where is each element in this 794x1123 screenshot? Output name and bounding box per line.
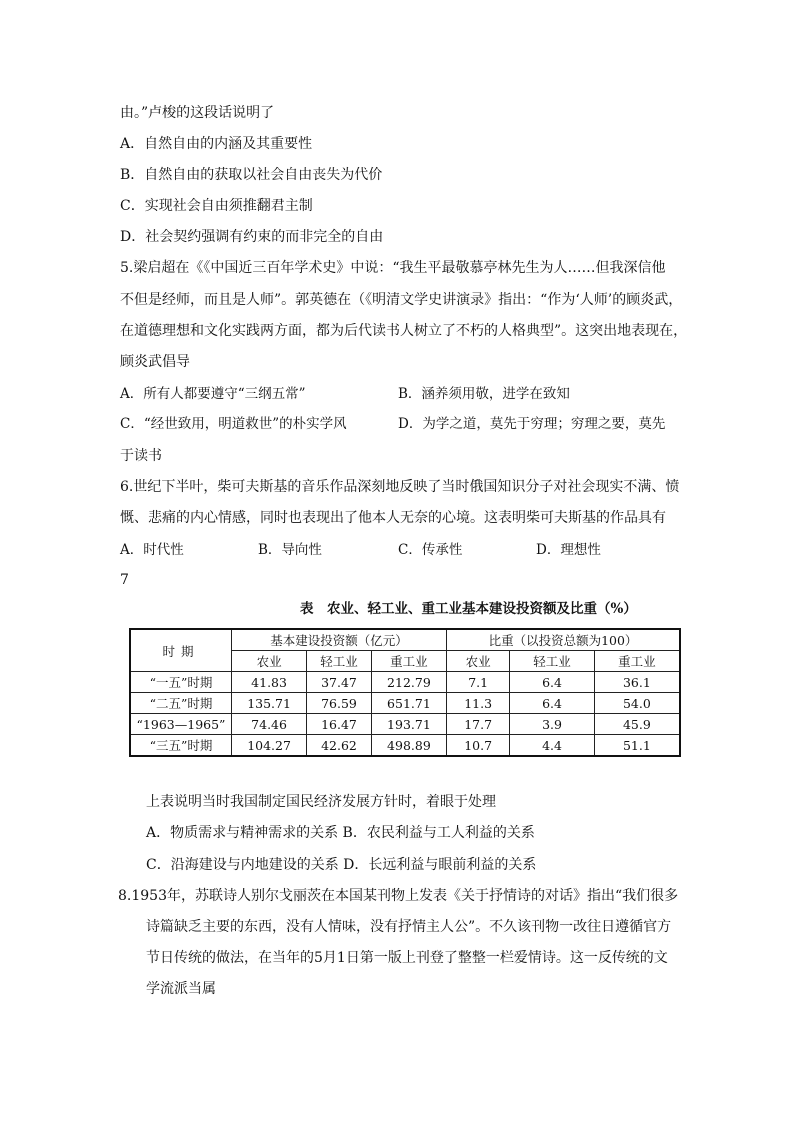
table-row [130, 714, 680, 735]
table-cell: 7.1 [447, 672, 510, 693]
q5-stem-line-3: 在道德理想和文化实践两方面，都为后代读书人树立了不朽的人格典型”。这突出地表现在， [120, 323, 688, 339]
q8-stem-line-2: 诗篇缺乏主要的东西，没有人情味，没有抒情主人公”。不久该刊物一改往日遵循官方 [146, 919, 672, 935]
table-subheader: 重工业 [371, 651, 446, 672]
q8-stem-line-1: 8.1953年，苏联诗人别尔戈丽茨在本国某刊物上发表《关于抒情诗的对话》指出“我们很多 [118, 888, 679, 904]
table-cell: “一五”时期 [130, 672, 232, 693]
q8-stem-line-4: 学流派当属 [146, 981, 216, 997]
table-cell: 45.9 [594, 714, 680, 735]
table-cell: 651.71 [371, 693, 446, 714]
table-cell: 6.4 [510, 672, 595, 693]
table-row [130, 672, 680, 693]
table-subheader: 轻工业 [307, 651, 372, 672]
table-cell: 11.3 [447, 693, 510, 714]
table-subheader: 重工业 [594, 651, 680, 672]
q5-option-d-continuation: 于读书 [120, 448, 162, 464]
table-cell: “三五”时期 [130, 735, 232, 757]
table-cell: 37.47 [307, 672, 372, 693]
table-header-proportion: 比重（以投资总额为100） [447, 629, 680, 651]
q7-options-line-2: C．沿海建设与内地建设的关系 D．长远利益与眼前利益的关系 [146, 857, 537, 873]
q5-stem-line-4: 顾炎武倡导 [120, 354, 190, 370]
q7-number: 7 [120, 572, 129, 588]
table-cell: 76.59 [307, 693, 372, 714]
investment-table [129, 628, 681, 757]
table-row [130, 735, 680, 757]
table-cell: 51.1 [594, 735, 680, 757]
table-cell: 41.83 [232, 672, 307, 693]
table-cell: 10.7 [447, 735, 510, 757]
table-cell: 16.47 [307, 714, 372, 735]
table-cell: 6.4 [510, 693, 595, 714]
table-cell: 3.9 [510, 714, 595, 735]
q4-option-a: A．自然自由的内涵及其重要性 [120, 136, 313, 152]
table-cell: 17.7 [447, 714, 510, 735]
table-cell: 498.89 [371, 735, 446, 757]
table-cell: 54.0 [594, 693, 680, 714]
table-header-period: 时期 [130, 629, 232, 672]
table-cell: “1963—1965” [130, 714, 232, 735]
table-subheader: 轻工业 [510, 651, 595, 672]
q4-stem-end: 由。”卢梭的这段话说明了 [120, 105, 275, 121]
q5-stem-line-2: 不但是经师，而且是人师”。郭英德在（《明清文学史讲演录》指出：“作为‘人师’的顾炎武， [120, 292, 683, 308]
q6-option-c: C．传承性 [398, 542, 463, 558]
table-header-investment: 基本建设投资额（亿元） [232, 629, 447, 651]
table-cell: 135.71 [232, 693, 307, 714]
q5-option-a: A．所有人都要遵守“三纲五常” [120, 386, 306, 402]
q6-option-d: D．理想性 [536, 542, 601, 558]
table-caption: 表 农业、轻工业、重工业基本建设投资额及比重（%） [300, 601, 637, 617]
q8-stem-line-3: 节日传统的做法，在当年的5月1日第一版上刊登了整整一栏爱情诗。这一反传统的文 [146, 950, 668, 966]
q5-option-c: C．“经世致用，明道救世”的朴实学风 [120, 416, 347, 432]
q5-option-b: B．涵养须用敬，进学在致知 [398, 386, 570, 402]
q7-options-line-1: A．物质需求与精神需求的关系 B．农民利益与工人利益的关系 [146, 825, 535, 841]
q5-stem-line-1: 5.梁启超在《《中国近三百年学术史》中说：“我生平最敬慕亭林先生为人……但我深信他 [120, 260, 666, 276]
table-cell: 74.46 [232, 714, 307, 735]
table-cell: “二五”时期 [130, 693, 232, 714]
q4-option-d: D．社会契约强调有约束的而非完全的自由 [120, 229, 384, 245]
q6-stem-line-2: 慨、悲痛的内心情感，同时也表现出了他本人无奈的心境。这表明柴可夫斯基的作品具有 [120, 510, 666, 526]
q7-stem: 上表说明当时我国制定国民经济发展方针时，着眼于处理 [146, 794, 496, 810]
q4-option-c: C．实现社会自由须推翻君主制 [120, 198, 313, 214]
table-subheader: 农业 [447, 651, 510, 672]
table-cell: 36.1 [594, 672, 680, 693]
table-cell: 212.79 [371, 672, 446, 693]
q6-option-b: B．导向性 [258, 542, 322, 558]
q6-stem-line-1: 6.世纪下半叶，柴可夫斯基的音乐作品深刻地反映了当时俄国知识分子对社会现实不满、愤 [120, 479, 680, 495]
table-cell: 42.62 [307, 735, 372, 757]
q6-option-a: A．时代性 [120, 542, 184, 558]
table-cell: 193.71 [371, 714, 446, 735]
table-cell: 4.4 [510, 735, 595, 757]
table-subheader: 农业 [232, 651, 307, 672]
table-cell: 104.27 [232, 735, 307, 757]
q4-option-b: B．自然自由的获取以社会自由丧失为代价 [120, 167, 383, 183]
table-row [130, 693, 680, 714]
q5-option-d: D．为学之道，莫先于穷理；穷理之要，莫先 [398, 416, 666, 432]
